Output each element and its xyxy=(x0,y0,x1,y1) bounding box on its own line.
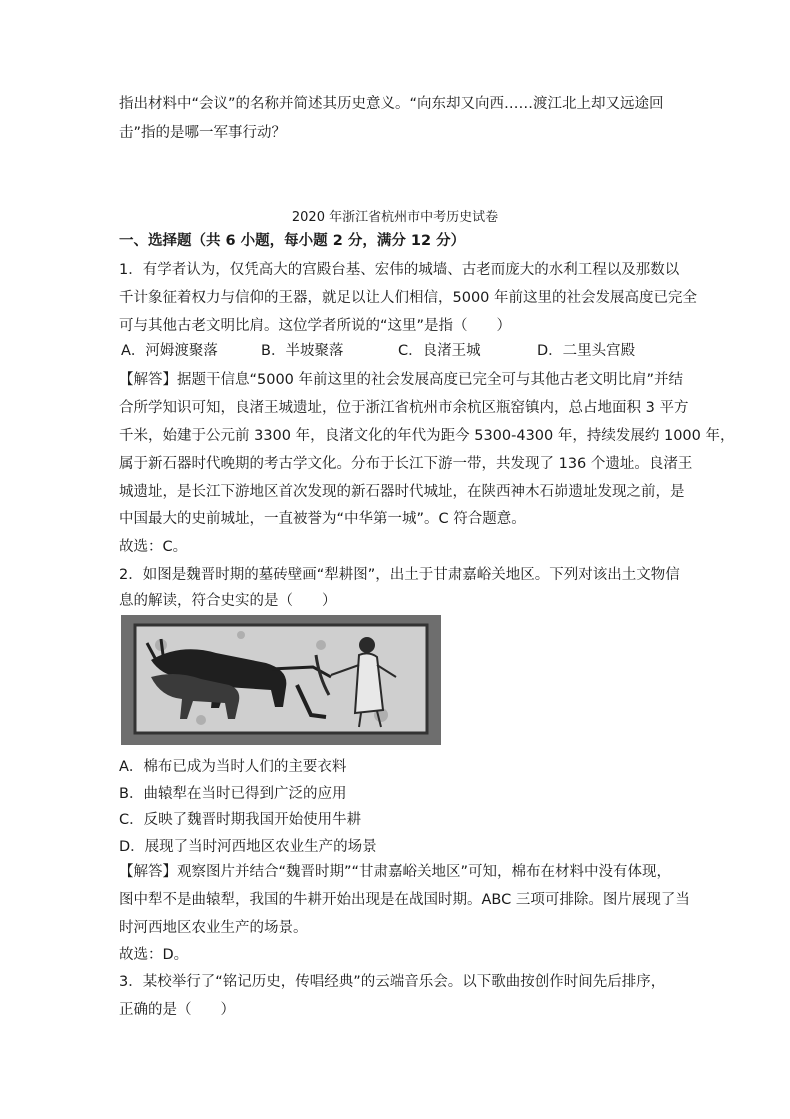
intro-line-2: 击”指的是哪一军事行动？ xyxy=(119,125,287,141)
q2-answer-line-1: 【解答】观察图片并结合“魏晋时期”“甘肃嘉峪关地区”可知，棉布在材料中没有体现， xyxy=(119,864,672,880)
q2-stem-line-2: 息的解读，符合史实的是（ ） xyxy=(119,593,337,609)
q2-option-d: D．展现了当时河西地区农业生产的场景 xyxy=(119,839,377,855)
q1-stem-line-3: 可与其他古老文明比肩。这位学者所说的“这里”是指（ ） xyxy=(119,318,512,334)
q1-option-d: D．二里头宫殿 xyxy=(537,343,636,359)
q2-option-c: C．反映了魏晋时期我国开始使用牛耕 xyxy=(119,812,362,828)
q2-option-a: A．棉布已成为当时人们的主要衣料 xyxy=(119,759,347,775)
q2-result: 故选：D。 xyxy=(119,947,189,963)
q1-answer-line-6: 中国最大的史前城址，一直被誉为“中华第一城”。C 符合题意。 xyxy=(119,511,526,527)
q2-option-b: B．曲辕犁在当时已得到广泛的应用 xyxy=(119,786,347,802)
exam-title: 2020 年浙江省杭州市中考历史试卷 xyxy=(291,210,499,225)
q2-answer-line-2: 图中犁不是曲辕犁，我国的牛耕开始出现是在战国时期。ABC 三项可排除。图片展现了当 xyxy=(119,892,690,908)
q1-stem-line-1: 1．有学者认为，仅凭高大的宫殿台基、宏伟的城墙、古老而庞大的水利工程以及那数以 xyxy=(119,262,680,278)
section-heading: 一、选择题（共 6 小题，每小题 2 分，满分 12 分） xyxy=(119,233,466,249)
q1-option-b: B．半坡聚落 xyxy=(261,343,344,359)
q2-stem-line-1: 2．如图是魏晋时期的墓砖壁画“犁耕图”，出土于甘肃嘉峪关地区。下列对该出土文物信 xyxy=(119,567,680,583)
q1-option-a: A．河姆渡聚落 xyxy=(121,343,218,359)
q1-answer-line-2: 合所学知识可知，良渚王城遗址，位于浙江省杭州市余杭区瓶窑镇内，总占地面积 3 平方 xyxy=(119,400,689,416)
q1-answer-line-3: 千米，始建于公元前 3300 年，良渚文化的年代为距今 5300-4300 年，持续发展约 1000 年， xyxy=(119,428,735,444)
q1-option-c: C．良渚王城 xyxy=(398,343,481,359)
q1-stem-line-2: 千计象征着权力与信仰的王器，就足以让人们相信，5000 年前这里的社会发展高度已完全 xyxy=(119,290,698,306)
q3-stem-line-1: 3．某校举行了“铭记历史，传唱经典”的云端音乐会。以下歌曲按创作时间先后排序， xyxy=(119,974,666,990)
plowing-mural-image xyxy=(121,615,441,745)
q1-result: 故选：C。 xyxy=(119,539,188,555)
q1-answer-line-1: 【解答】据题干信息“5000 年前这里的社会发展高度已完全可与其他古老文明比肩”并结 xyxy=(119,372,684,388)
q2-answer-line-3: 时河西地区农业生产的场景。 xyxy=(119,920,308,936)
q1-answer-line-4: 属于新石器时代晚期的考古学文化。分布于长江下游一带，共发现了 136 个遗址。良渚王 xyxy=(119,456,693,472)
q3-stem-line-2: 正确的是（ ） xyxy=(119,1002,235,1018)
intro-line-1: 指出材料中“会议”的名称并简述其历史意义。“向东却又向西……渡江北上却又远途回 xyxy=(119,96,664,112)
q1-answer-line-5: 城遗址，是长江下游地区首次发现的新石器时代城址，在陕西神木石峁遗址发现之前，是 xyxy=(119,484,685,500)
